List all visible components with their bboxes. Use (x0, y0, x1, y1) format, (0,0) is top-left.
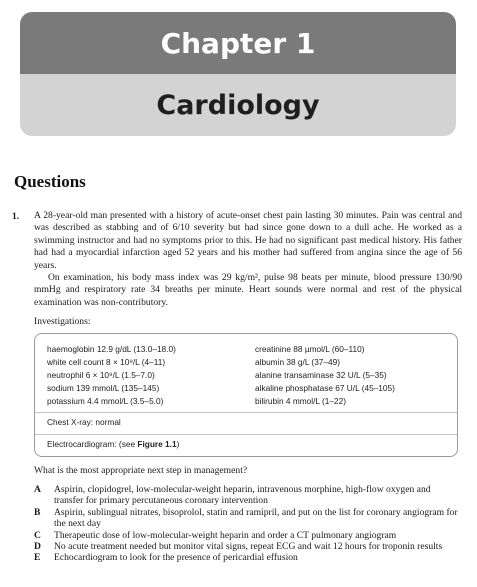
lab-result: haemoglobin 12.9 g/dL (13.0–18.0) (47, 344, 176, 354)
lab-row (47, 356, 447, 369)
ecg-label: Electrocardiogram: (see (47, 439, 138, 449)
option-text: No acute treatment needed but monitor vital signs, repeat ECG and wait 12 hours for troponin results (54, 541, 443, 553)
answer-option-e[interactable] (34, 552, 458, 563)
chapter-banner (20, 12, 456, 74)
question-prompt: What is the most appropriate next step in management? (34, 465, 248, 476)
lab-results-grid (47, 343, 447, 408)
option-text: Echocardiogram to look for the presence of pericardial effusion (54, 552, 298, 564)
question-history: A 28-year-old man presented with a history of acute-onset chest pain lasting 30 minutes. Pain was central and was described as stabbing and of 6/10 severity but had since gone down to a dull ache. He worked as a swimming instructor and had no symptoms prior to this. He had no significant past medical history. His father had had a myocardial infarction aged 52 years and his mother had suffered from angina since the age of 56 years. (34, 210, 462, 271)
answer-option-c[interactable] (34, 530, 458, 541)
option-letter: B (34, 506, 41, 518)
divider (35, 412, 457, 413)
lab-row (47, 343, 447, 356)
lab-result: bilirubin 4 mmol/L (1–22) (255, 396, 346, 406)
option-text: Therapeutic dose of low-molecular-weight heparin and order a CT pulmonary angiogram (54, 529, 397, 541)
option-text: Aspirin, sublingual nitrates, bisoprolol, statin and ramipril, and put on the list for coronary angiogram for the next day (54, 506, 458, 530)
answer-option-d[interactable] (34, 541, 458, 552)
lab-result: white cell count 8 × 10⁹/L (4–11) (47, 357, 166, 367)
figure-reference-link[interactable]: Figure 1.1 (137, 439, 177, 449)
option-text: Aspirin, clopidogrel, low-molecular-weight heparin, intravenous morphine, high-flow oxygen and transfer for primary percutaneous coronary intervention (54, 484, 431, 507)
lab-result: potassium 4.4 mmol/L (3.5–5.0) (47, 396, 164, 406)
answer-option-a[interactable] (34, 484, 458, 507)
chest-xray-result: Chest X-ray: normal (47, 417, 121, 427)
lab-result: neutrophil 6 × 10⁹/L (1.5–7.0) (47, 370, 155, 380)
ecg-result (47, 439, 179, 449)
option-letter: A (34, 484, 41, 495)
investigations-label: Investigations: (34, 316, 91, 327)
question-stem (34, 210, 462, 309)
section-heading: Questions (14, 172, 86, 191)
chapter-number: Chapter 1 (160, 26, 316, 60)
question-examination: On examination, his body mass index was 29 kg/m², pulse 98 beats per minute, blood pressure 130/90 mmHg and respiratory rate 34 breaths per minute. Heart sounds were normal and rest of the physical examination was non-contributory. (34, 272, 462, 308)
chapter-title: Cardiology (156, 89, 320, 121)
lab-result: creatinine 88 µmol/L (60–110) (255, 344, 365, 354)
lab-row (47, 382, 447, 395)
lab-row (47, 395, 447, 408)
investigations-box (34, 333, 458, 457)
option-letter: C (34, 529, 41, 541)
chapter-title-banner (20, 74, 456, 136)
lab-row (47, 369, 447, 382)
option-letter: E (34, 552, 41, 564)
answer-options (34, 484, 458, 564)
question-number: 1. (12, 212, 20, 222)
option-letter: D (34, 541, 41, 553)
answer-option-b[interactable] (34, 507, 458, 530)
lab-result: sodium 139 mmol/L (135–145) (47, 383, 160, 393)
divider (35, 434, 457, 435)
lab-result: alkaline phosphatase 67 U/L (45–105) (255, 383, 395, 393)
lab-result: alanine transaminase 32 U/L (5–35) (255, 370, 387, 380)
lab-result: albumin 38 g/L (37–49) (255, 357, 341, 367)
ecg-suffix: ) (176, 439, 180, 449)
